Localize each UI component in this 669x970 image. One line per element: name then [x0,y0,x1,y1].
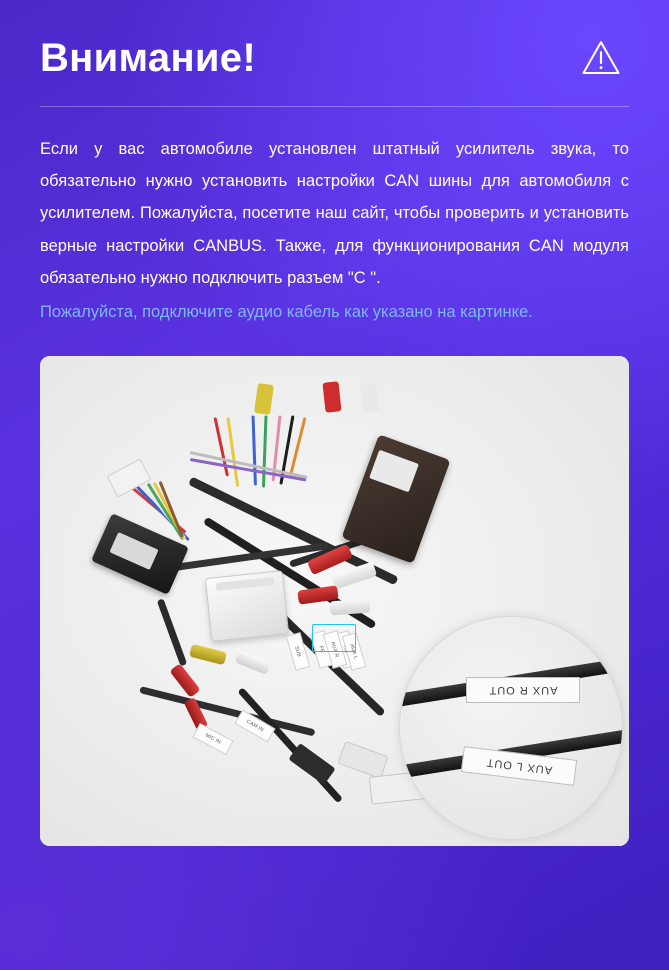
cable-label-tag-3: SUB [286,632,310,671]
rca-plug-white-top [277,386,295,415]
page-title: Внимание! [40,36,256,80]
warning-triangle-icon [581,38,621,78]
cable-label-tag-4: FR [310,630,334,669]
zoom-label-aux-l: AUX L OUT [461,746,577,786]
cable-label-tag-2: CAM IN [235,710,276,743]
notice-body [40,133,629,328]
cable-label-tag-aux-l: AUX L [342,632,366,671]
wiring-harness-figure [40,356,629,846]
cable-label-tag-aux-r: AUX R [323,630,347,669]
page-header [40,0,629,80]
wiring-harness-photo [40,356,629,846]
notice-paragraph: Если у вас автомобиле установлен штатный усилитель звука, то обязательно нужно установить настройки CAN шины для автомобиля с усилителем. Пожалуйста, посетите наш сайт, чтобы проверить и установить верные настройки CANBUS. Также, для функционирования CAN модуля обязательно нужно подключить разъем "C ". [40,140,629,287]
zoom-label-aux-r: AUX R OUT [466,677,580,703]
aux-zoom-inset [399,616,623,840]
header-divider [40,106,629,107]
rca-plug-white-mid-2 [330,599,371,616]
cable-label-tag-1: MIC IN [192,723,233,755]
aux-highlight-box [312,624,356,652]
rca-plug-red-top [322,381,341,413]
zoom-backdrop [400,617,622,839]
notice-accent-paragraph: Пожалуйста, подключите аудио кабель как указано на картинке. [40,302,533,321]
